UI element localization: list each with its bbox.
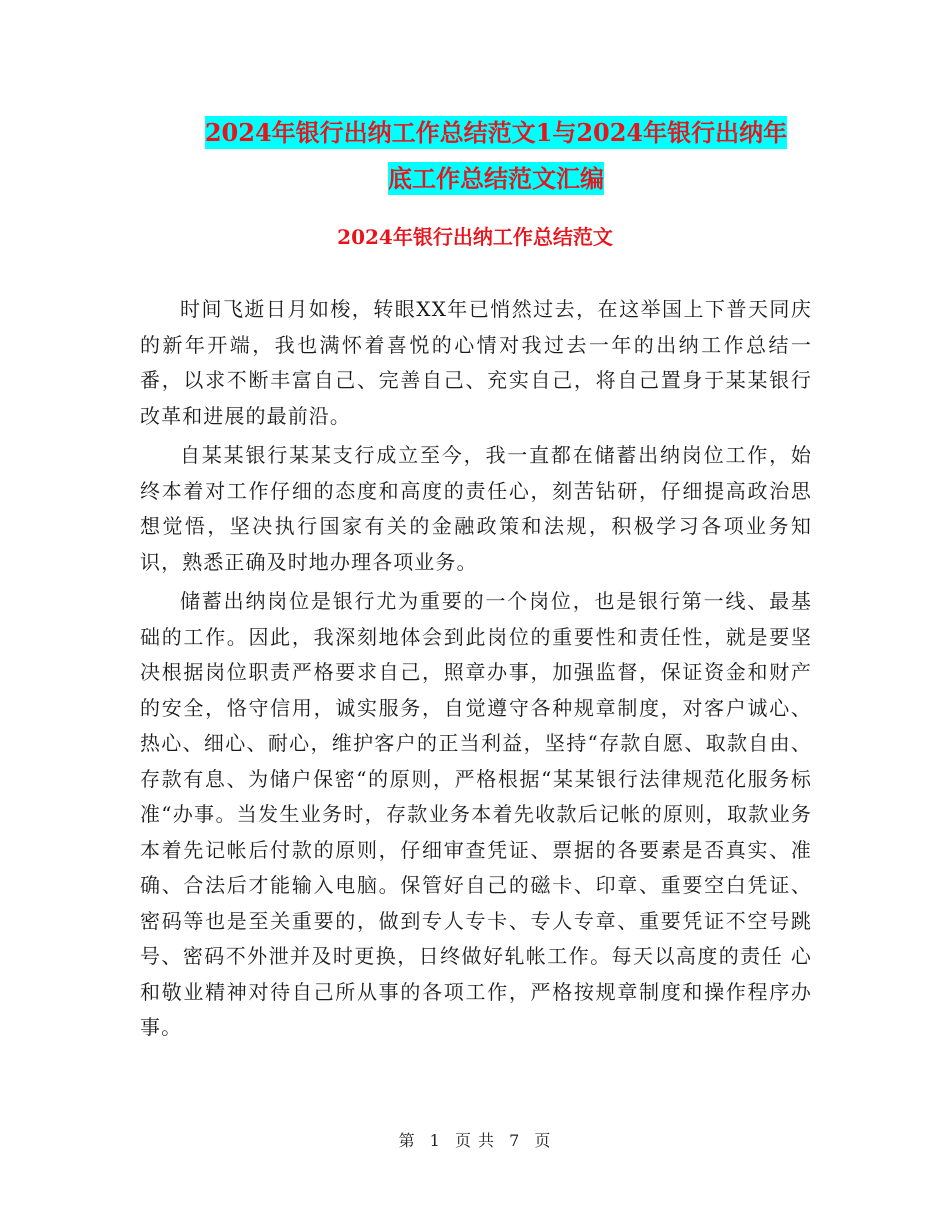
document-title: [140, 110, 852, 202]
paragraph-1: 时间飞逝日月如梭，转眼XX年已悄然过去，在这举国上下普天同庆的新年开端，我也满怀着喜悦的心情对我过去一年的出纳工作总结一番，以求不断丰富自己、完善自己、充实自己，将自己置身于某某银行改革和进展的最前沿。: [140, 297, 812, 428]
page-footer: [0, 1128, 950, 1151]
document-body: [140, 292, 812, 1050]
footer-prefix: 第: [398, 1131, 416, 1150]
section-title: 2024年银行出纳工作总结范文: [337, 225, 613, 249]
paragraph-3: 储蓄出纳岗位是银行尤为重要的一个岗位，也是银行第一线、最基础的工作。因此，我深刻地体会到此岗位的重要性和责任性，就是要坚决根据岗位职责严格要求自己，照章办事，加强监督，保证资金和财产的安全，恪守信用，诚实服务，自觉遵守各种规章制度，对客户诚心、热心、细心、耐心，维护客户的正当利益，坚持“存款自愿、取款自由、存款有息、为储户保密“的原则，严格根据“某某银行法律规范化服务标准“办事。当发生业务时，存款业务本着先收款后记帐的原则，取款业务本着先记帐后付款的原则，仔细审查凭证、票据的各要素是否真实、准确、合法后才能输入电脑。保管好自己的磁卡、印章、重要空白凭证、密码等也是至关重要的，做到专人专卡、专人专章、重要凭证不空号跳号、密码不外泄并及时更换，日终做好轧帐工作。每天以高度的责任 心和敬业精神对待自己所从事的各项工作，严格按规章制度和操作程序办事。: [140, 589, 812, 1039]
footer-suffix: 页: [534, 1131, 552, 1150]
footer-page-number: 1: [429, 1131, 441, 1150]
title-line-2: 底工作总结范文汇编: [388, 164, 604, 193]
title-line-1: 2024年银行出纳工作总结范文1与2024年银行出纳年: [204, 118, 788, 147]
paragraph-2: 自某某银行某某支行成立至今，我一直都在储蓄出纳岗位工作，始终本着对工作仔细的态度和高度的责任心，刻苦钻研，仔细提高政治思想觉悟，坚决执行国家有关的金融政策和法规，积极学习各项业务知识，熟悉正确及时地办理各项业务。: [140, 443, 812, 574]
footer-total-pages: 7: [509, 1131, 521, 1150]
footer-mid: 页 共: [454, 1131, 496, 1150]
